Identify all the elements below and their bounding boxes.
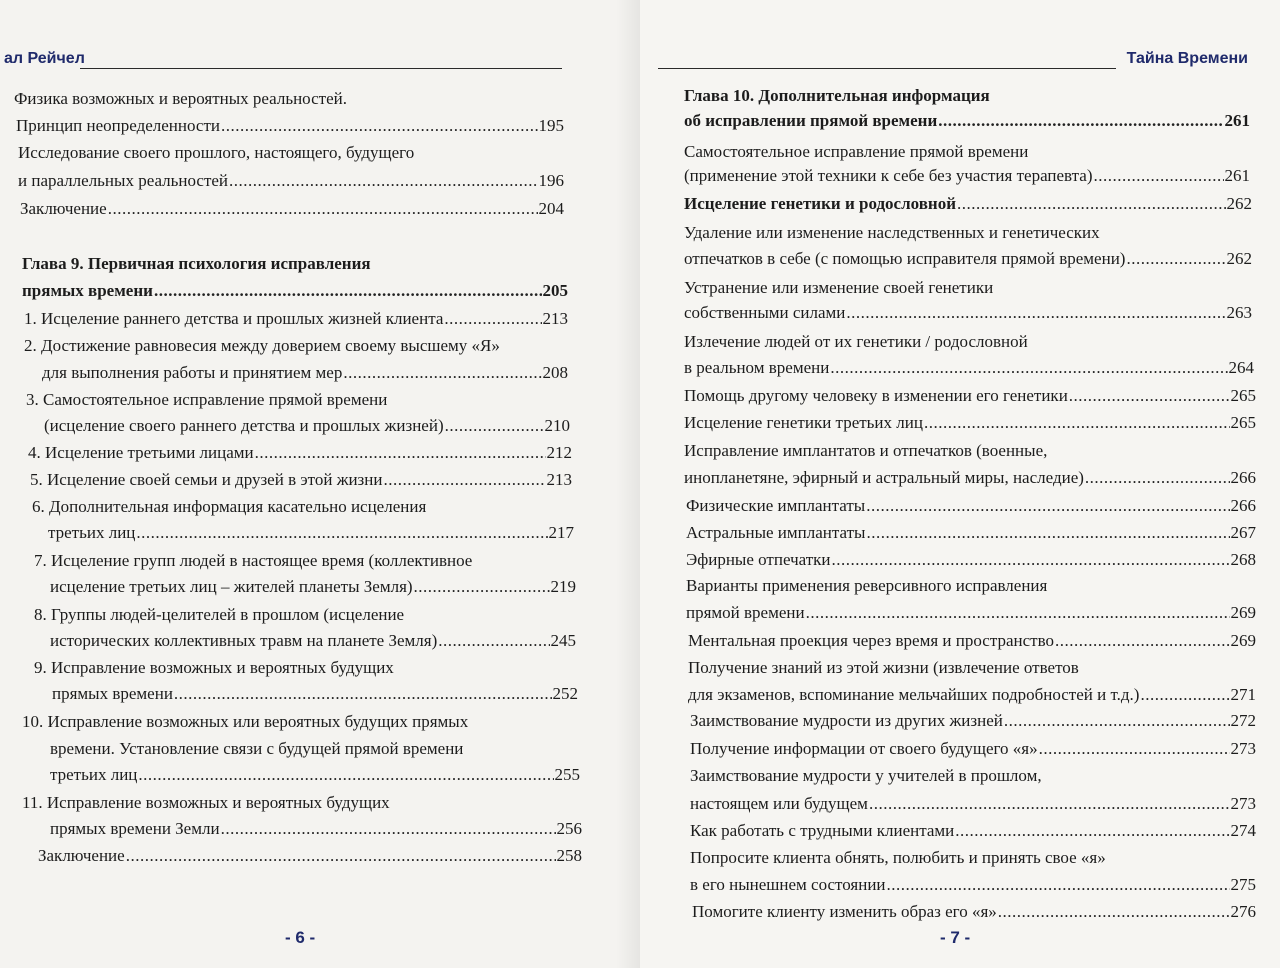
toc-line	[690, 845, 1106, 871]
toc-page-number: 272	[1230, 711, 1256, 730]
toc-page-number: 266	[1230, 496, 1256, 515]
toc-line	[22, 790, 390, 816]
right-page	[640, 0, 1280, 968]
toc-entry-text: прямых времени	[22, 281, 153, 300]
toc-entry-text: Ментальная проекция через время и пространство	[688, 631, 1054, 650]
toc-line	[684, 220, 1100, 246]
toc-line	[686, 520, 1256, 546]
dot-leader	[1039, 736, 1230, 762]
toc-entry-text: 5. Исцеление своей семьи и друзей в этой жизни	[30, 470, 383, 489]
toc-page-number: 274	[1230, 821, 1256, 840]
toc-entry-text: прямых времени	[52, 684, 173, 703]
toc-entry-text: Исследование своего прошлого, настоящего, будущего	[18, 143, 415, 162]
toc-entry-text: 7. Исцеление групп людей в настоящее время (коллективное	[34, 551, 473, 570]
chapter-heading	[684, 83, 990, 109]
toc-page-number: 213	[542, 309, 568, 328]
toc-line	[684, 355, 1254, 381]
toc-line	[42, 360, 568, 386]
toc-entry-text: Удаление или изменение наследственных и генетических	[684, 223, 1100, 242]
running-head-author: ал Рейчел	[4, 50, 85, 67]
toc-line	[690, 818, 1256, 844]
toc-page-number: 262	[1226, 249, 1252, 268]
toc-line	[684, 275, 993, 301]
dot-leader	[1140, 682, 1229, 708]
toc-entry-text: времени. Установление связи с будущей прямой времени	[50, 739, 464, 758]
dot-leader	[174, 681, 552, 707]
toc-page-number: 255	[554, 765, 580, 784]
toc-page-number: 262	[1226, 194, 1252, 213]
toc-entry-text: Исцеление генетики и родословной	[684, 194, 956, 213]
toc-entry-text: для выполнения работы и принятием мер	[42, 363, 343, 382]
dot-leader	[444, 306, 541, 332]
toc-page-number: 265	[1230, 386, 1256, 405]
toc-page-number: 217	[548, 523, 574, 542]
toc-page-number: 261	[1224, 166, 1250, 185]
dot-leader	[138, 762, 553, 788]
dot-leader	[126, 843, 556, 869]
dot-leader	[924, 410, 1230, 436]
toc-line	[50, 628, 576, 654]
toc-entry-text: Физические имплантаты	[686, 496, 866, 515]
toc-entry-text: Варианты применения реверсивного исправления	[686, 576, 1048, 595]
dot-leader	[830, 355, 1227, 381]
toc-entry-text: 4. Исцеление третьими лицами	[28, 443, 254, 462]
dot-leader	[1055, 628, 1230, 654]
dot-leader	[108, 196, 538, 222]
toc-entry-text: третьих лиц	[48, 523, 136, 542]
dot-leader	[383, 467, 545, 493]
toc-entry-text: Помощь другому человеку в изменении его генетики	[684, 386, 1068, 405]
toc-page-number: 210	[544, 416, 570, 435]
dot-leader	[938, 108, 1223, 134]
toc-page-number: 271	[1230, 685, 1256, 704]
toc-entry-text: 11. Исправление возможных и вероятных будущих	[22, 793, 390, 812]
dot-leader	[866, 493, 1229, 519]
toc-entry-text: об исправлении прямой времени	[684, 111, 938, 130]
toc-line	[34, 655, 394, 681]
toc-entry-text: Помогите клиенту изменить образ его «я»	[692, 902, 997, 921]
toc-page-number: 275	[1230, 875, 1256, 894]
toc-line	[50, 762, 580, 788]
toc-line	[684, 191, 1252, 217]
toc-page-number: 273	[1230, 794, 1256, 813]
dot-leader	[1085, 465, 1230, 491]
toc-line	[50, 816, 582, 842]
toc-entry-text: Принцип неопределенности	[16, 116, 220, 135]
toc-entry-text: 6. Дополнительная информация касательно исцеления	[32, 497, 427, 516]
chapter-heading	[22, 278, 568, 304]
toc-line	[22, 709, 468, 735]
toc-line	[28, 440, 572, 466]
toc-line	[688, 655, 1079, 681]
toc-line	[684, 246, 1252, 272]
toc-entry-text: третьих лиц	[50, 765, 138, 784]
toc-line	[690, 763, 1042, 789]
toc-entry-text: Заключение	[38, 846, 125, 865]
toc-line	[14, 86, 347, 112]
toc-line	[50, 736, 463, 762]
toc-page-number: 245	[550, 631, 576, 650]
toc-line	[684, 139, 1028, 165]
toc-line	[684, 163, 1250, 189]
toc-entry-text: Попросите клиента обнять, полюбить и принять свое «я»	[690, 848, 1106, 867]
dot-leader	[1126, 246, 1225, 272]
toc-entry-text: собственными силами	[684, 303, 846, 322]
dot-leader	[1004, 708, 1230, 734]
dot-leader	[255, 440, 546, 466]
toc-entry-text: исцеление третьих лиц – жителей планеты Земля)	[50, 577, 413, 596]
toc-line	[684, 329, 1028, 355]
dot-leader	[832, 547, 1230, 573]
toc-line	[688, 682, 1256, 708]
header-rule	[80, 68, 562, 69]
page-number-left: - 6 -	[285, 928, 316, 947]
dot-leader	[136, 520, 547, 546]
toc-entry-text: Глава 9. Первичная психология исправления	[22, 254, 371, 273]
toc-entry-text: Заключение	[20, 199, 107, 218]
toc-entry-text: Астральные имплантаты	[686, 523, 866, 542]
toc-line	[34, 548, 472, 574]
toc-line	[20, 196, 564, 222]
toc-page-number: 195	[538, 116, 564, 135]
toc-line	[692, 899, 1256, 925]
toc-line	[38, 843, 582, 869]
toc-page-number: 268	[1230, 550, 1256, 569]
dot-leader	[1069, 383, 1230, 409]
toc-page-number: 213	[546, 470, 572, 489]
dot-leader	[866, 520, 1229, 546]
toc-line	[18, 168, 564, 194]
toc-entry-text: Физика возможных и вероятных реальностей.	[14, 89, 347, 108]
toc-line	[684, 438, 1047, 464]
toc-line	[26, 387, 387, 413]
page-number-right: - 7 -	[940, 928, 971, 947]
toc-line	[30, 467, 572, 493]
toc-entry-text: прямой времени	[686, 603, 805, 622]
toc-line	[684, 465, 1256, 491]
toc-line	[686, 600, 1256, 626]
dot-leader	[445, 413, 544, 439]
running-head-title: Тайна Времени	[1126, 50, 1248, 67]
chapter-heading	[684, 108, 1250, 134]
toc-entry-text: 8. Группы людей-целителей в прошлом (исцеление	[34, 605, 405, 624]
dot-leader	[221, 816, 556, 842]
toc-page-number: 263	[1226, 303, 1252, 322]
toc-entry-text: Получение информации от своего будущего «я»	[690, 739, 1038, 758]
toc-line	[16, 113, 564, 139]
toc-entry-text: 3. Самостоятельное исправление прямой времени	[26, 390, 388, 409]
dot-leader	[998, 899, 1230, 925]
toc-page-number: 258	[556, 846, 582, 865]
toc-line	[686, 573, 1047, 599]
toc-line	[24, 333, 500, 359]
toc-page-number: 269	[1230, 631, 1256, 650]
dot-leader	[221, 113, 538, 139]
toc-page-number: 208	[542, 363, 568, 382]
toc-line	[690, 791, 1256, 817]
toc-page-number: 273	[1230, 739, 1256, 758]
dot-leader	[846, 300, 1225, 326]
toc-entry-text: (исцеление своего раннего детства и прошлых жизней)	[44, 416, 444, 435]
toc-page-number: 204	[538, 199, 564, 218]
dot-leader	[229, 168, 537, 194]
dot-leader	[806, 600, 1230, 626]
dot-leader	[1094, 163, 1224, 189]
toc-page-number: 276	[1230, 902, 1256, 921]
toc-entry-text: исторических коллективных травм на планете Земля)	[50, 631, 438, 650]
toc-entry-text: Как работать с трудными клиентами	[690, 821, 955, 840]
toc-entry-text: 9. Исправление возможных и вероятных будущих	[34, 658, 394, 677]
toc-page-number: 219	[550, 577, 576, 596]
toc-line	[686, 493, 1256, 519]
toc-entry-text: настоящем или будущем	[690, 794, 868, 813]
toc-entry-text: 10. Исправление возможных или вероятных будущих прямых	[22, 712, 469, 731]
toc-page-number: 267	[1230, 523, 1256, 542]
toc-entry-text: Исправление имплантатов и отпечатков (военные,	[684, 441, 1048, 460]
header-rule	[658, 68, 1116, 69]
toc-page-number: 265	[1230, 413, 1256, 432]
toc-line	[684, 410, 1256, 436]
toc-line	[18, 140, 414, 166]
dot-leader	[869, 791, 1230, 817]
toc-line	[34, 602, 404, 628]
toc-entry-text: Излечение людей от их генетики / родословной	[684, 332, 1028, 351]
toc-entry-text: Заимствование мудрости из других жизней	[690, 711, 1003, 730]
toc-line	[50, 574, 576, 600]
toc-line	[32, 494, 426, 520]
toc-entry-text: Заимствование мудрости у учителей в прошлом,	[690, 766, 1042, 785]
toc-entry-text: в его нынешнем состоянии	[690, 875, 886, 894]
dot-leader	[414, 574, 550, 600]
toc-entry-text: 2. Достижение равновесия между доверием своему высшему «Я»	[24, 336, 500, 355]
dot-leader	[343, 360, 541, 386]
chapter-heading	[22, 251, 371, 277]
dot-leader	[957, 191, 1226, 217]
toc-entry-text: Самостоятельное исправление прямой времени	[684, 142, 1029, 161]
toc-page-number: 261	[1224, 111, 1250, 130]
toc-page-number: 264	[1228, 358, 1254, 377]
toc-entry-text: и параллельных реальностей	[18, 171, 229, 190]
toc-line	[686, 547, 1256, 573]
toc-line	[690, 872, 1256, 898]
toc-page-number: 196	[538, 171, 564, 190]
toc-line	[684, 383, 1256, 409]
toc-entry-text: Получение знаний из этой жизни (извлечение ответов	[688, 658, 1079, 677]
toc-entry-text: Устранение или изменение своей генетики	[684, 278, 994, 297]
toc-entry-text: Исцеление генетики третьих лиц	[684, 413, 923, 432]
toc-line	[690, 708, 1256, 734]
toc-line	[684, 300, 1252, 326]
dot-leader	[955, 818, 1229, 844]
toc-page-number: 269	[1230, 603, 1256, 622]
toc-line	[44, 413, 570, 439]
toc-page-number: 205	[542, 281, 568, 300]
dot-leader	[887, 872, 1230, 898]
toc-entry-text: отпечатков в себе (с помощью исправителя прямой времени)	[684, 249, 1126, 268]
toc-page-number: 212	[546, 443, 572, 462]
toc-line	[688, 628, 1256, 654]
dot-leader	[154, 278, 542, 304]
toc-entry-text: 1. Исцеление раннего детства и прошлых жизней клиента	[24, 309, 444, 328]
toc-line	[48, 520, 574, 546]
toc-entry-text: для экзаменов, вспоминание мельчайших подробностей и т.д.)	[688, 685, 1140, 704]
dot-leader	[438, 628, 549, 654]
toc-entry-text: в реальном времени	[684, 358, 830, 377]
toc-line	[690, 736, 1256, 762]
toc-entry-text: Эфирные отпечатки	[686, 550, 831, 569]
toc-page-number: 266	[1230, 468, 1256, 487]
toc-entry-text: инопланетяне, эфирный и астральный миры, наследие)	[684, 468, 1084, 487]
toc-entry-text: (применение этой техники к себе без участия терапевта)	[684, 166, 1093, 185]
toc-entry-text: прямых времени Земли	[50, 819, 220, 838]
toc-page-number: 256	[556, 819, 582, 838]
toc-line	[52, 681, 578, 707]
toc-line	[24, 306, 568, 332]
toc-entry-text: Глава 10. Дополнительная информация	[684, 86, 990, 105]
toc-page-number: 252	[552, 684, 578, 703]
